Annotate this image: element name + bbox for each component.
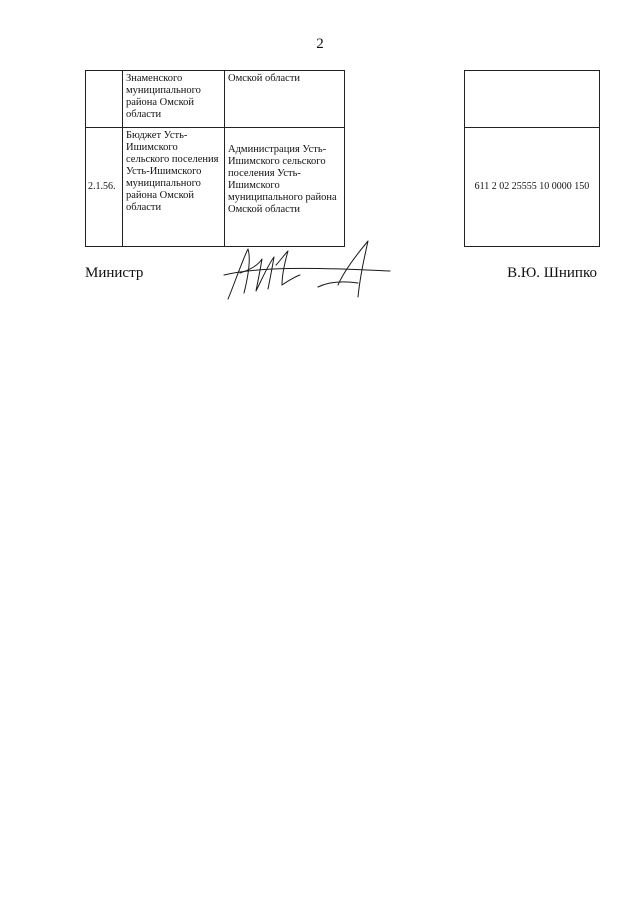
budget-name-cell: Бюджет Усть-Ишимского сельского поселения Усть-Ишимского муниципального района Омской области bbox=[123, 128, 225, 247]
signatory-role: Министр bbox=[85, 265, 144, 281]
administrator-cell: Администрация Усть-Ишимского сельского поселения Усть-Ишимского муниципального района Омской области bbox=[225, 128, 345, 247]
signatory-name: В.Ю. Шнипко bbox=[507, 265, 597, 281]
blank-gap-cell bbox=[345, 71, 465, 128]
code-cell: 611 2 02 25555 10 0000 150 bbox=[465, 128, 600, 247]
blank-gap-cell bbox=[345, 128, 465, 247]
budget-table bbox=[85, 70, 600, 247]
code-cell bbox=[465, 71, 600, 128]
page-number: 2 bbox=[316, 36, 324, 52]
table-row bbox=[86, 128, 600, 247]
table-row bbox=[86, 71, 600, 128]
row-number-cell bbox=[86, 71, 123, 128]
administrator-cell: Омской области bbox=[225, 71, 345, 128]
handwritten-signature-icon bbox=[218, 235, 398, 307]
budget-name-cell: Знаменского муниципального района Омской области bbox=[123, 71, 225, 128]
row-number-cell: 2.1.56. bbox=[86, 128, 123, 247]
